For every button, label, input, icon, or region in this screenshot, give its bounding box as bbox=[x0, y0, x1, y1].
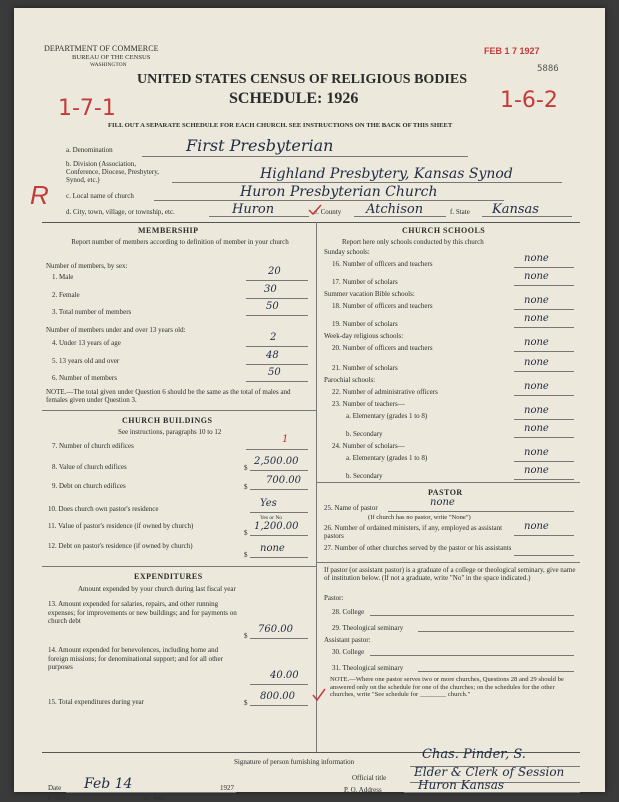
division-value: Highland Presbytery, Kansas Synod bbox=[260, 166, 513, 182]
q14-label: 14. Amount expended for benevolences, including home and foreign missions; for denominational support; and for all other purposes bbox=[48, 646, 223, 671]
expenditures-subtitle: Amount expended by your church during last fiscal year bbox=[78, 585, 236, 593]
schools-subtitle: Report here only schools conducted by this church bbox=[342, 238, 484, 246]
sunday-label: Sunday schools: bbox=[324, 248, 370, 256]
pastor-note: NOTE.—Where one pastor serves two or more churches, Questions 28 and 29 should be answered only on the schedule for one of the churches; on the schedules for the other churches, write "See schedule for ________ church." bbox=[330, 676, 564, 698]
denomination-label: a. Denomination bbox=[66, 146, 113, 154]
q8-label: 8. Value of church edifices bbox=[52, 463, 127, 471]
q17-value: none bbox=[524, 271, 549, 282]
form-number: 8—5518 a bbox=[48, 797, 69, 802]
q8-dollar: $ bbox=[244, 464, 248, 472]
q8-value: 2,500.00 bbox=[254, 456, 299, 467]
code-left: 1-7-1 bbox=[58, 96, 116, 121]
q15-dollar: $ bbox=[244, 699, 248, 707]
q11-value: 1,200.00 bbox=[254, 521, 299, 532]
q23b-value: none bbox=[524, 423, 549, 434]
q16-value: none bbox=[524, 253, 549, 264]
city-label: d. City, town, village, or township, etc. bbox=[66, 208, 175, 216]
date-value: Feb 14 bbox=[84, 776, 133, 792]
schedule-title: SCHEDULE: 1926 bbox=[229, 90, 359, 107]
print-number: 11—9084 bbox=[144, 797, 164, 802]
local-name-value: Huron Presbyterian Church bbox=[240, 184, 438, 200]
q10-label: 10. Does church own pastor's residence bbox=[48, 505, 159, 513]
buildings-title: CHURCH BUILDINGS bbox=[122, 416, 213, 425]
county-label: e. County bbox=[314, 208, 342, 216]
yes-no-hint: Yes or No bbox=[260, 515, 283, 521]
date-label: Date bbox=[48, 784, 62, 792]
state-value: Kansas bbox=[492, 202, 539, 217]
q31-label: 31. Theological seminary bbox=[332, 664, 404, 672]
q23a-value: none bbox=[524, 405, 549, 416]
q7-label: 7. Number of church edifices bbox=[52, 442, 134, 450]
membership-subtitle: Report number of members according to definition of member in your church bbox=[71, 238, 289, 246]
vacation-label: Summer vacation Bible schools: bbox=[324, 290, 415, 298]
q23-label: 23. Number of teachers— bbox=[332, 400, 405, 408]
city-heading: WASHINGTON bbox=[90, 62, 127, 68]
q15-value: 800.00 bbox=[260, 691, 295, 702]
division-label: b. Division (Association, Conference, Diocese, Presbytery, Synod, etc.) bbox=[66, 160, 160, 184]
q22-label: 22. Number of administrative officers bbox=[332, 388, 438, 396]
pastor-subhead: Pastor: bbox=[324, 594, 344, 602]
county-value: Atchison bbox=[366, 202, 424, 217]
q6-label: 6. Number of members bbox=[52, 374, 117, 382]
q9-label: 9. Debt on church edifices bbox=[52, 482, 126, 490]
q27-label: 27. Number of other churches served by the pastor or his assistants bbox=[324, 544, 512, 552]
q18-value: none bbox=[524, 295, 549, 306]
q12-label: 12. Debt on pastor's residence (if owned by church) bbox=[48, 542, 193, 550]
graduate-instructions: If pastor (or assistant pastor) is a graduate of a college or theological seminary, give name of institution below. (If not a graduate, write "No" in the space indicated.) bbox=[324, 566, 576, 582]
po-address-value: Huron Kansas bbox=[418, 778, 505, 792]
q15-label: 15. Total expenditures during year bbox=[48, 698, 144, 706]
po-address-label: P. O. Address bbox=[344, 786, 382, 794]
q23b-label: b. Secondary bbox=[346, 430, 383, 438]
q7-value: 1 bbox=[282, 434, 289, 445]
age-label: Number of members under and over 13 years old: bbox=[46, 326, 186, 334]
q17-label: 17. Number of scholars bbox=[332, 278, 398, 286]
schedule-number: 5886 bbox=[537, 64, 559, 74]
date-year: 1927 bbox=[220, 784, 234, 792]
census-schedule-sheet bbox=[14, 8, 605, 802]
q5-value: 48 bbox=[266, 350, 279, 361]
q19-label: 19. Number of scholars bbox=[332, 320, 398, 328]
q13-dollar: $ bbox=[244, 632, 248, 640]
q13-value: 760.00 bbox=[258, 624, 293, 635]
local-name-label: c. Local name of church bbox=[66, 192, 134, 200]
weekday-label: Week-day religious schools: bbox=[324, 332, 404, 340]
state-label: f. State bbox=[450, 208, 470, 216]
q9-value: 700.00 bbox=[266, 475, 301, 486]
bureau-heading: BUREAU OF THE CENSUS bbox=[72, 54, 151, 61]
q23a-label: a. Elementary (grades 1 to 8) bbox=[346, 412, 428, 420]
q3-label: 3. Total number of members bbox=[52, 308, 132, 316]
q11-dollar: $ bbox=[244, 529, 248, 537]
q26-value: none bbox=[524, 521, 549, 532]
q25-note: (If church has no pastor, write "None") bbox=[368, 514, 471, 521]
q24-label: 24. Number of scholars— bbox=[332, 442, 405, 450]
q28-label: 28. College bbox=[332, 608, 365, 616]
q24b-label: b. Secondary bbox=[346, 472, 383, 480]
city-value: Huron bbox=[232, 202, 275, 217]
q1-label: 1. Male bbox=[52, 273, 74, 281]
q20-value: none bbox=[524, 337, 549, 348]
margin-mark: R bbox=[30, 180, 49, 210]
q4-label: 4. Under 13 years of age bbox=[52, 339, 121, 347]
form-title: UNITED STATES CENSUS OF RELIGIOUS BODIES bbox=[137, 72, 468, 87]
q3-value: 50 bbox=[266, 301, 279, 312]
q24a-value: none bbox=[524, 447, 549, 458]
expenditures-title: EXPENDITURES bbox=[134, 572, 203, 581]
department-heading: DEPARTMENT OF COMMERCE bbox=[44, 44, 159, 53]
q21-value: none bbox=[524, 357, 549, 368]
q10-value: Yes bbox=[260, 498, 277, 509]
q18-label: 18. Number of officers and teachers bbox=[332, 302, 433, 310]
check-mark-icon bbox=[308, 204, 322, 216]
q9-dollar: $ bbox=[244, 483, 248, 491]
parochial-label: Parochial schools: bbox=[324, 376, 376, 384]
q12-value: none bbox=[260, 543, 285, 554]
signature-value: Chas. Pinder, S. bbox=[422, 747, 526, 762]
q19-value: none bbox=[524, 313, 549, 324]
official-title-value: Elder & Clerk of Session bbox=[414, 765, 565, 779]
official-title-label: Official title bbox=[352, 774, 387, 782]
buildings-subtitle: See instructions, paragraphs 10 to 12 bbox=[118, 428, 222, 436]
check-mark-icon bbox=[312, 688, 326, 702]
membership-title: MEMBERSHIP bbox=[138, 226, 199, 235]
q25-value: none bbox=[430, 497, 455, 508]
q13-label: 13. Amount expended for salaries, repairs, and other running expenses; for improvements or new buildings; and for payments on church debt bbox=[48, 600, 237, 625]
assistant-subhead: Assistant pastor: bbox=[324, 636, 371, 644]
q2-value: 30 bbox=[264, 284, 277, 295]
q26-label: 26. Number of ordained ministers, if any, employed as assistant pastors bbox=[324, 524, 503, 540]
q24a-label: a. Elementary (grades 1 to 8) bbox=[346, 454, 428, 462]
q25-label: 25. Name of pastor bbox=[324, 504, 378, 512]
members-by-sex-label: Number of members, by sex: bbox=[46, 262, 128, 270]
q12-dollar: $ bbox=[244, 551, 248, 559]
q29-label: 29. Theological seminary bbox=[332, 624, 404, 632]
q21-label: 21. Number of scholars bbox=[332, 364, 398, 372]
signature-label: Signature of person furnishing information bbox=[234, 758, 355, 766]
denomination-value: First Presbyterian bbox=[186, 136, 334, 155]
q6-value: 50 bbox=[268, 367, 281, 378]
q1-value: 20 bbox=[268, 266, 281, 277]
received-date-stamp: FEB 1 7 1927 bbox=[484, 46, 540, 56]
q24b-value: none bbox=[524, 465, 549, 476]
q2-label: 2. Female bbox=[52, 291, 80, 299]
pastor-title: PASTOR bbox=[428, 488, 463, 497]
membership-note: NOTE.—The total given under Question 6 should be the same as the total of males and females given under Question 3. bbox=[46, 388, 291, 404]
q16-label: 16. Number of officers and teachers bbox=[332, 260, 433, 268]
schools-title: CHURCH SCHOOLS bbox=[402, 226, 486, 235]
q5-label: 5. 13 years old and over bbox=[52, 357, 120, 365]
q30-label: 30. College bbox=[332, 648, 365, 656]
instruction-line: FILL OUT A SEPARATE SCHEDULE FOR EACH CHURCH. SEE INSTRUCTIONS ON THE BACK OF THIS SHEET bbox=[108, 122, 453, 129]
q22-value: none bbox=[524, 381, 549, 392]
q20-label: 20. Number of officers and teachers bbox=[332, 344, 433, 352]
q14-value: 40.00 bbox=[270, 670, 299, 681]
code-right: 1-6-2 bbox=[500, 88, 558, 113]
q11-label: 11. Value of pastor's residence (if owned by church) bbox=[48, 522, 194, 530]
q4-value: 2 bbox=[270, 332, 277, 343]
